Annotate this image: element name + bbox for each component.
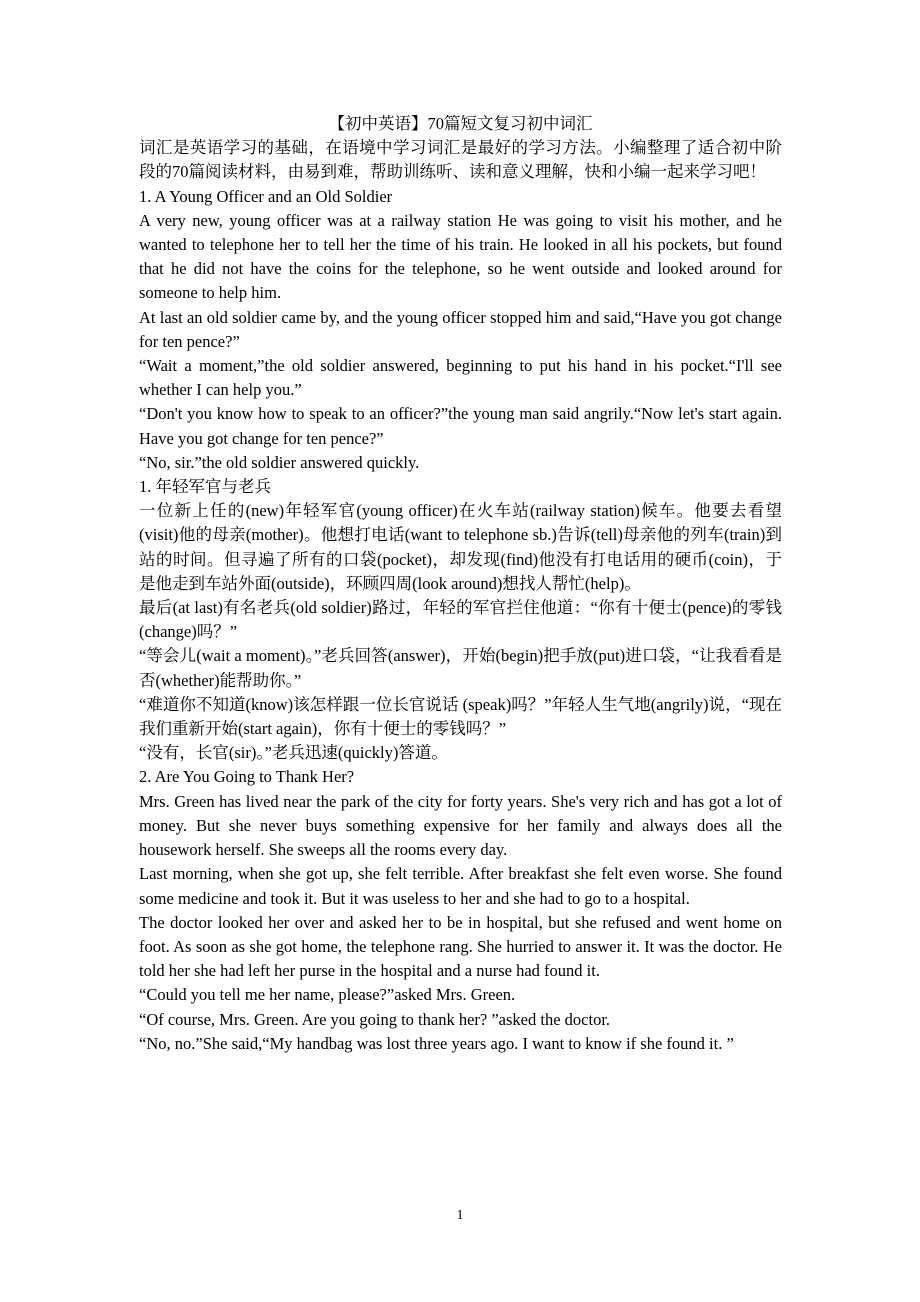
- document-body: [139, 112, 782, 1056]
- story1-paragraph: A very new, young officer was at a railway station He was going to visit his mother, and he wanted to telephone her to tell her the time of his train. He looked in all his pockets, but found that he did not have the coins for the telephone, so he went outside and looked around for someone to help him.: [139, 210, 782, 303]
- story1-paragraph: At last an old soldier came by, and the young officer stopped him and said,“Have you got change for ten pence?”: [139, 307, 782, 351]
- story2-paragraph: Last morning, when she got up, she felt terrible. After breakfast she felt even worse. She found some medicine and took it. But it was useless to her and she had to go to a hospital.: [139, 864, 782, 908]
- story1-translation-paragraph: “没有，长官(sir)。”老兵迅速(quickly)答道。: [139, 743, 448, 763]
- story2-paragraph: The doctor looked her over and asked her to be in hospital, but she refused and went home on foot. As soon as she got home, the telephone rang. She hurried to answer it. It was the doctor. He told her she had left her purse in the hospital and a nurse had found it.: [139, 912, 782, 981]
- story1-translation-paragraph: “难道你不知道(know)该怎样跟一位长官说话 (speak)吗？”年轻人生气地(angrily)说，“现在我们重新开始(start again)，你有十便士的零钱吗？”: [139, 694, 782, 739]
- story1-translation-heading: 1. 年轻军官与老兵: [139, 477, 271, 497]
- story1-paragraph: “Don't you know how to speak to an officer?”the young man said angrily.“Now let's start again. Have you got change for ten pence?”: [139, 404, 782, 448]
- story1-paragraph: “No, sir.”the old soldier answered quickly.: [139, 452, 420, 472]
- story2-paragraph: Mrs. Green has lived near the park of the city for forty years. She's very rich and has got a lot of money. But she never buys something expensive for her family and always does all the housework herself. She sweeps all the rooms every day.: [139, 791, 782, 860]
- story1-translation-paragraph: “等会儿(wait a moment)。”老兵回答(answer)，开始(begin)把手放(put)进口袋，“让我看看是否(whether)能帮助你。”: [139, 646, 782, 690]
- story2-paragraph: “No, no.”She said,“My handbag was lost three years ago. I want to know if she found it. ”: [139, 1033, 734, 1053]
- document-title: 【初中英语】70篇短文复习初中词汇: [328, 114, 593, 133]
- story1-translation-paragraph: 一位新上任的(new)年轻军官(young officer)在火车站(railway station)候车。他要去看望(visit)他的母亲(mother)。他想打电话(want to telephone sb.)告诉(tell)母亲他的列车(train)到站的时间。但寻遍了所有的口袋(pocket)，却发现(find)他没有打电话用的硬币(coin)，于是他走到车站外面(outside)，环顾四周(look around)想找人帮忙(help)。: [139, 501, 782, 593]
- page-number: 1: [456, 1208, 464, 1223]
- story1-paragraph: “Wait a moment,”the old soldier answered, beginning to put his hand in his pocket.“I'll see whether I can help you.”: [139, 356, 782, 400]
- story2-paragraph: “Of course, Mrs. Green. Are you going to thank her? ”asked the doctor.: [139, 1009, 611, 1029]
- story1-translation-paragraph: 最后(at last)有名老兵(old soldier)路过，年轻的军官拦住他道：“你有十便士(pence)的零钱(change)吗？”: [139, 598, 782, 642]
- story2-paragraph: “Could you tell me her name, please?”asked Mrs. Green.: [139, 985, 516, 1005]
- intro-paragraph: 词汇是英语学习的基础，在语境中学习词汇是最好的学习方法。小编整理了适合初中阶段的70篇阅读材料，由易到难，帮助训练听、读和意义理解，快和小编一起来学习吧！: [139, 138, 782, 182]
- story2-heading: 2. Are You Going to Thank Her?: [139, 767, 355, 787]
- story1-heading: 1. A Young Officer and an Old Soldier: [139, 186, 393, 206]
